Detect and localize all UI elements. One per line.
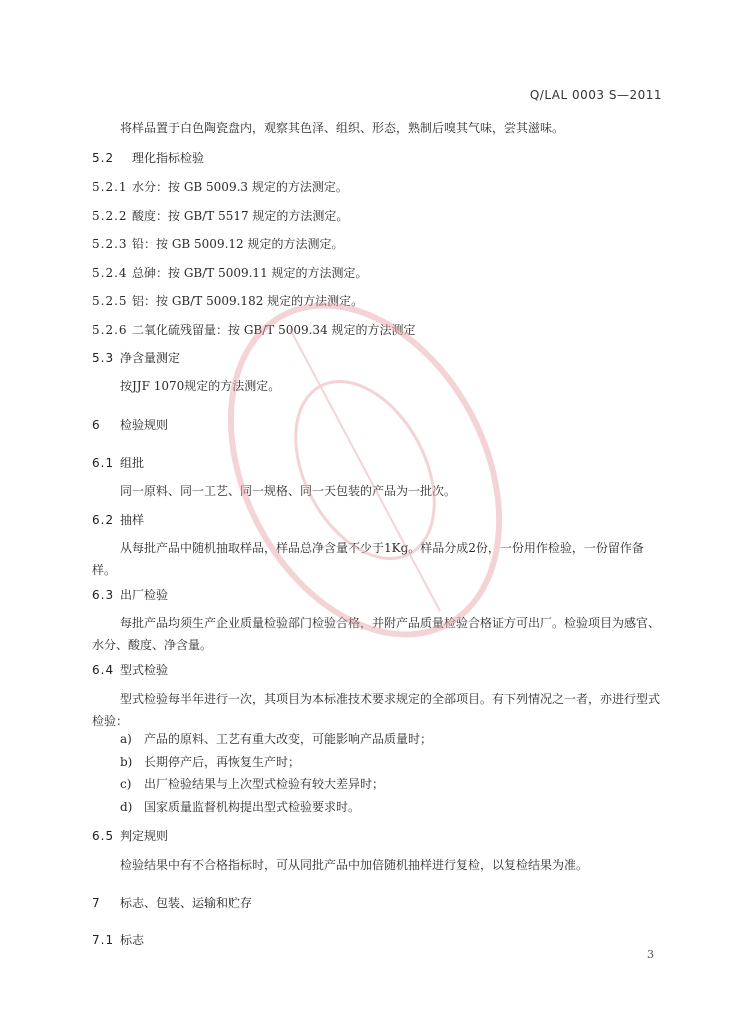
list-item [120, 774, 384, 794]
intro-line: 将样品置于白色陶瓷盘内，观察其色泽、组织、形态，熟制后嗅其气味，尝其滋味。 [120, 121, 565, 135]
clause-5-2-1 [92, 177, 666, 197]
section-number: 6.5 [92, 829, 115, 843]
list-marker: c) [120, 777, 132, 791]
section-title: 组批 [120, 456, 145, 470]
section-5-3-body: 按JJF 1070规定的方法测定。 [120, 379, 281, 393]
section-6-5-body: 检验结果中有不合格指标时，可从同批产品中加倍随机抽样进行复检，以复检结果为准。 [120, 858, 589, 872]
standard-code: Q/LAL 0003 S—2011 [529, 88, 662, 102]
section-number: 5.3 [92, 351, 115, 365]
section-title: 净含量测定 [120, 351, 181, 365]
section-5-2-heading [92, 148, 666, 168]
section-title: 判定规则 [120, 829, 169, 843]
clause-text: 酸度：按 GB/T 5517 规定的方法测定。 [132, 209, 349, 223]
clause-text: 铝：按 GB/T 5009.182 规定的方法测定。 [132, 294, 364, 308]
section-number: 5.2 [92, 151, 115, 165]
clause-5-2-4 [92, 263, 666, 283]
section-6-3-body: 每批产品均须生产企业质量检验部门检验合格，并附产品质量检验合格证方可出厂。检验项目为感官、水分、酸度、净含量。 [92, 616, 661, 652]
section-6-4-body: 型式检验每半年进行一次，其项目为本标准技术要求规定的全部项目。有下列情况之一者，亦进行型式检验： [92, 692, 661, 728]
list-marker: b) [120, 755, 133, 769]
section-title: 检验规则 [120, 418, 169, 432]
clause-number: 5.2.5 [92, 294, 128, 308]
section-6-3-heading [92, 585, 666, 605]
section-number: 6.2 [92, 513, 115, 527]
section-6-1-body: 同一原料、同一工艺、同一规格、同一天包装的产品为一批次。 [120, 484, 457, 498]
section-5-3-heading [92, 348, 666, 368]
clause-5-2-3 [92, 234, 666, 254]
clause-5-2-5 [92, 291, 666, 311]
clause-text: 铅：按 GB 5009.12 规定的方法测定。 [132, 237, 344, 251]
section-6-5-heading [92, 826, 666, 846]
clause-text: 二氧化硫残留量：按 GB/T 5009.34 规定的方法测定 [132, 323, 416, 337]
section-6-heading [92, 415, 666, 435]
list-item [120, 729, 432, 749]
clause-number: 5.2.4 [92, 266, 128, 280]
section-number: 7.1 [92, 933, 115, 947]
section-title: 出厂检验 [120, 588, 169, 602]
list-item [120, 752, 300, 772]
section-6-2-heading [92, 510, 666, 530]
clause-number: 5.2.2 [92, 209, 128, 223]
clause-5-2-2 [92, 206, 666, 226]
section-title: 标志、包装、运输和贮存 [120, 896, 253, 910]
list-text: 长期停产后，再恢复生产时； [144, 755, 301, 769]
clause-number: 5.2.6 [92, 323, 128, 337]
list-item [120, 797, 360, 817]
clause-number: 5.2.3 [92, 237, 128, 251]
clause-text: 总砷：按 GB/T 5009.11 规定的方法测定。 [132, 266, 368, 280]
list-marker: a) [120, 732, 132, 746]
section-number: 7 [92, 896, 101, 910]
clause-text: 水分：按 GB 5009.3 规定的方法测定。 [132, 180, 348, 194]
list-text: 国家质量监督机构提出型式检验要求时。 [144, 800, 361, 814]
section-title: 理化指标检验 [132, 151, 205, 165]
section-6-1-heading [92, 453, 666, 473]
clause-5-2-6 [92, 320, 666, 340]
section-7-1-heading [92, 930, 666, 950]
section-number: 6 [92, 418, 101, 432]
section-7-heading [92, 893, 666, 913]
list-text: 产品的原料、工艺有重大改变，可能影响产品质量时； [144, 732, 433, 746]
section-title: 型式检验 [120, 663, 169, 677]
list-text: 出厂检验结果与上次型式检验有较大差异时； [144, 777, 385, 791]
section-6-4-heading [92, 660, 666, 680]
section-number: 6.4 [92, 663, 115, 677]
section-6-2-body: 从每批产品中随机抽取样品，样品总净含量不少于1Kg。样品分成2份，一份用作检验，一份留作备样。 [92, 541, 644, 577]
clause-number: 5.2.1 [92, 180, 128, 194]
list-marker: d) [120, 800, 133, 814]
section-number: 6.3 [92, 588, 115, 602]
section-title: 标志 [120, 933, 145, 947]
section-title: 抽样 [120, 513, 145, 527]
page-number: 3 [647, 948, 654, 961]
section-number: 6.1 [92, 456, 115, 470]
